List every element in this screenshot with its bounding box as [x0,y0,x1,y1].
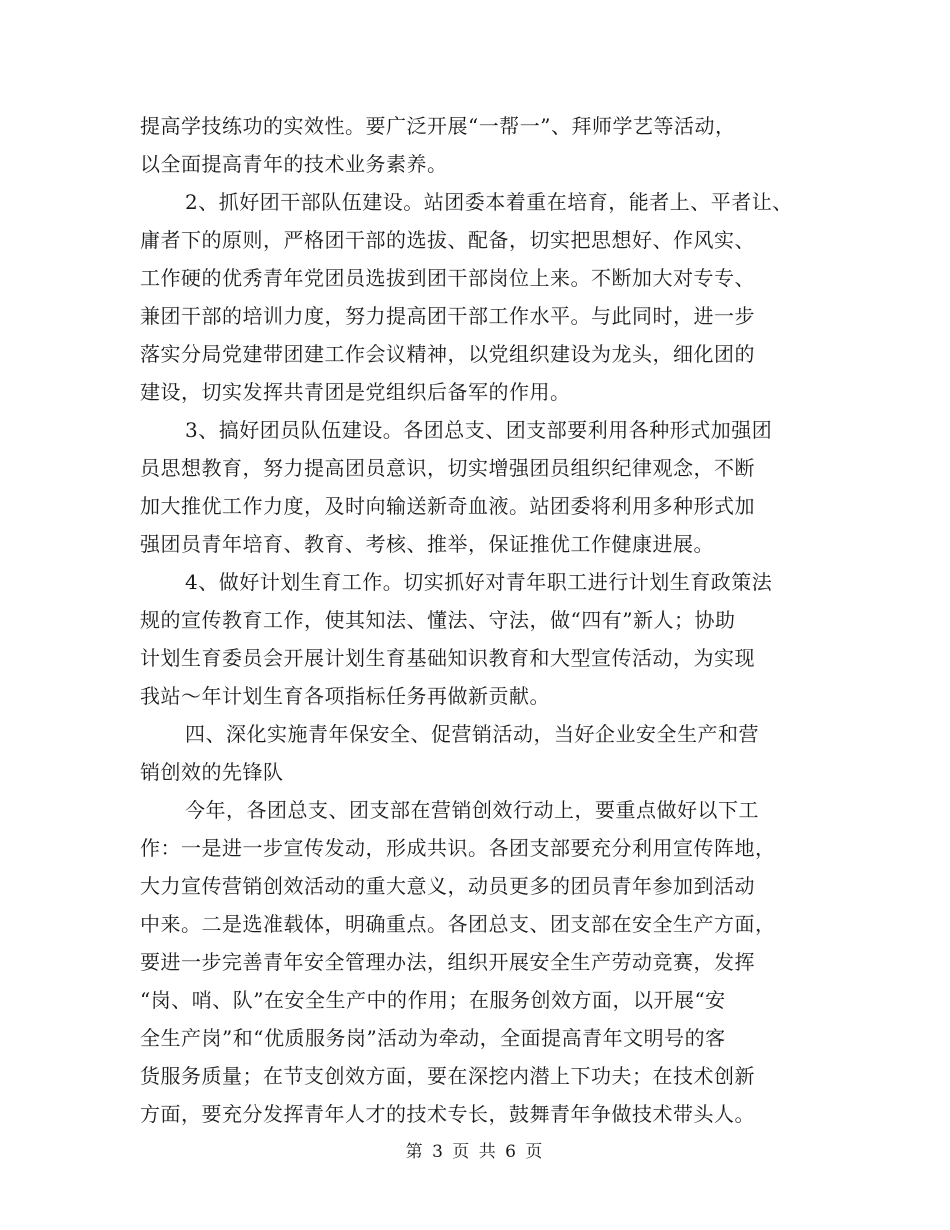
text-line: 落实分局党建带团建工作会议精神，以党组织建设为龙头，细化团的 [140,342,755,366]
text-line: 庸者下的原则，严格团干部的选拔、配备，切实把思想好、作风实、 [140,228,755,252]
text-line: 计划生育委员会开展计划生育基础知识教育和大型宣传活动，为实现 [140,646,755,670]
section-heading: 四、深化实施青年保安全、促营销活动，当好企业安全生产和营 [185,722,759,746]
text-line: 作：一是进一步宣传发动，形成共识。各团支部要充分利用宣传阵地， [140,836,776,860]
text-line: 中来。二是选准载体，明确重点。各团总支、团支部在安全生产方面， [140,912,776,936]
text-line: 2、抓好团干部队伍建设。站团委本着重在培育，能者上、平者让、 [185,190,793,214]
text-line: 货服务质量；在节支创效方面，要在深挖内潜上下功夫；在技术创新 [140,1064,755,1088]
page-number-footer: 第 3 页 共 6 页 [405,1142,545,1162]
text-line: 提高学技练功的实效性。要广泛开展“一帮一”、拜师学艺等活动， [140,114,736,138]
section-heading: 销创效的先锋队 [140,760,284,784]
text-line: 加大推优工作力度，及时向输送新奇血液。站团委将利用多种形式加 [140,494,755,518]
text-line: 今年，各团总支、团支部在营销创效行动上，要重点做好以下工 [185,798,759,822]
text-line: 4、做好计划生育工作。切实抓好对青年职工进行计划生育政策法 [185,570,773,594]
text-line: 员思想教育，努力提高团员意识，切实增强团员组织纪律观念，不断 [140,456,755,480]
text-line: “岗、哨、队”在安全生产中的作用；在服务创效方面，以开展“安 [140,988,726,1012]
text-line: 大力宣传营销创效活动的重大意义，动员更多的团员青年参加到活动 [140,874,755,898]
text-line: 建设，切实发挥共青团是党组织后备军的作用。 [140,380,571,404]
text-line: 工作硬的优秀青年党团员选拔到团干部岗位上来。不断加大对专专、 [140,266,755,290]
text-line: 3、搞好团员队伍建设。各团总支、团支部要利用各种形式加强团 [185,418,773,442]
text-line: 全生产岗”和“优质服务岗”活动为牵动，全面提高青年文明号的客 [140,1026,726,1050]
text-line: 强团员青年培育、教育、考核、推举，保证推优工作健康进展。 [140,532,714,556]
text-line: 以全面提高青年的技术业务素养。 [140,152,448,176]
text-line: 规的宣传教育工作，使其知法、懂法、守法，做“四有”新人；协助 [140,608,736,632]
text-line: 兼团干部的培训力度，努力提高团干部工作水平。与此同时，进一步 [140,304,755,328]
text-line: 我站～年计划生育各项指标任务再做新贡献。 [140,684,550,708]
text-line: 要进一步完善青年安全管理办法，组织开展安全生产劳动竞赛，发挥 [140,950,755,974]
text-line: 方面，要充分发挥青年人才的技术专长，鼓舞青年争做技术带头人。 [140,1102,755,1126]
